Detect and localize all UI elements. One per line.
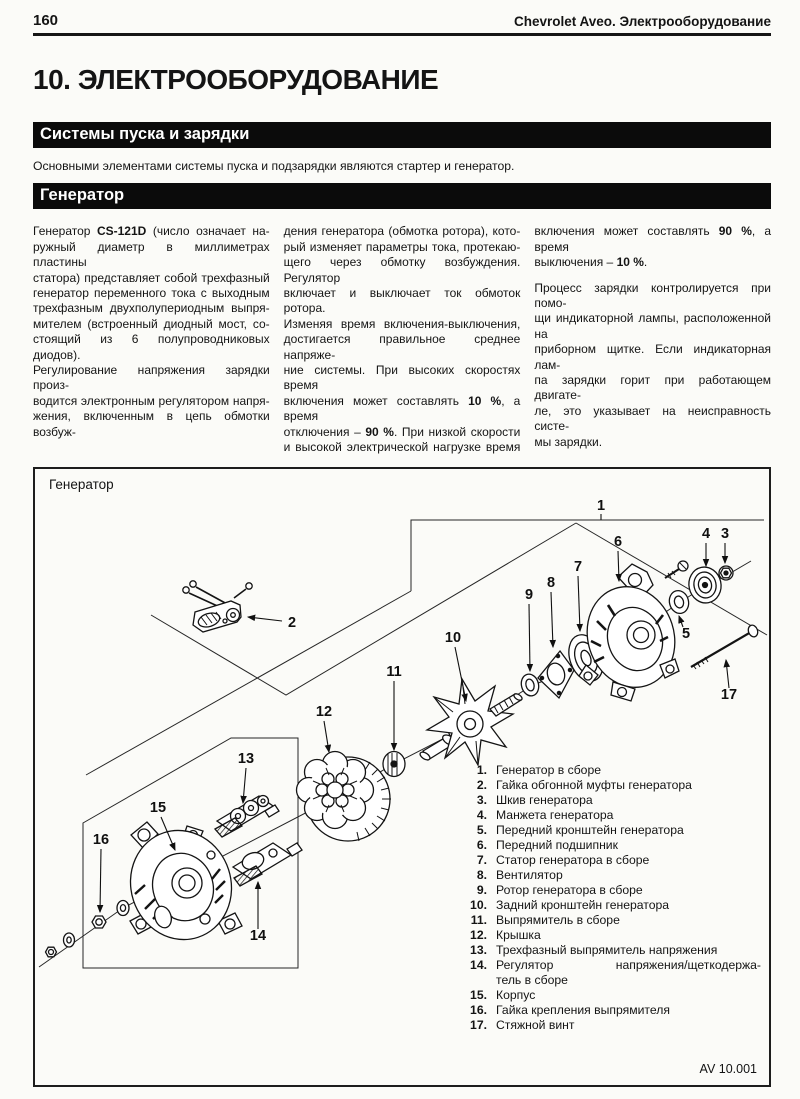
text-line: па зарядки горит при работающем двигате- (534, 372, 772, 403)
part-label: Выпрямитель в сборе (496, 913, 620, 928)
part-number: 5. (476, 823, 487, 838)
callout-arrow (529, 604, 530, 671)
text-column-3 (534, 224, 771, 455)
part-label: Гайка обгонной муфты генератора (496, 778, 692, 793)
part-label: Генератор в сборе (496, 763, 602, 778)
part-number: 15. (470, 988, 487, 1003)
callout-arrow (578, 576, 580, 631)
callout-number: 13 (237, 751, 255, 768)
stator-ring-part (297, 752, 392, 842)
text-line: включения может составлять 90 %, а время (534, 224, 772, 254)
part-item (469, 838, 761, 853)
page-header (33, 0, 771, 36)
callout-number: 11 (386, 664, 402, 681)
part-label: Задний кронштейн генератора (496, 898, 670, 913)
text-line: щего через обмотку возбуждения. Регулятор (283, 255, 521, 285)
part-item (469, 853, 761, 868)
callout-arrow (100, 849, 101, 912)
callout-number: 6 (613, 534, 623, 551)
text-line: статора) представляет собой трехфазный (33, 270, 270, 285)
text-line: достигается правильное среднее напряже- (283, 332, 521, 362)
part-number: 8. (476, 868, 487, 883)
text-line: мителем (встроенный диодный мост, со- (33, 316, 270, 331)
figure-label: Генератор (49, 477, 114, 493)
part-label: Шкив генератора (496, 793, 593, 808)
part-item (469, 1003, 761, 1018)
bolt-part (691, 624, 759, 669)
callout-number: 5 (681, 626, 691, 643)
part-number: 4. (476, 808, 487, 823)
callout-number: 10 (444, 630, 462, 647)
callout-number: 17 (720, 687, 738, 704)
text-line: щи индикаторной лампы, расположенной на (534, 311, 772, 341)
part-number: 6. (476, 838, 487, 853)
pulley-nut-part (383, 752, 405, 777)
text-line: Регулирование напряжения зарядки произ- (33, 362, 270, 393)
text-line: отключения – 90 %. При низкой скорости (283, 424, 521, 439)
generator-figure (33, 467, 771, 1087)
part-item (469, 793, 761, 808)
part-item (469, 988, 761, 1003)
callout-number: 12 (315, 704, 333, 721)
rectifier-part (215, 796, 279, 838)
text-line: рый изменяет параметры тока, протекаю- (283, 239, 521, 254)
part-label: Гайка крепления выпрямителя (496, 1003, 670, 1018)
text-line: Изменяя время включения-выключения, (283, 316, 521, 331)
header-title: Chevrolet Aveo. Электрооборудование (513, 14, 771, 29)
text-line: стоящий из 6 полупроводниковых диодов). (33, 332, 270, 362)
part-number: 9. (476, 883, 487, 898)
callout-number: 14 (249, 928, 267, 945)
callout-number: 16 (92, 832, 110, 849)
part-item (469, 868, 761, 883)
rear-housing-part (116, 818, 245, 954)
text-line: и высокой электрической нагрузке время (283, 439, 521, 454)
page-number: 160 (33, 12, 59, 29)
text-column-2 (284, 224, 521, 455)
part-label: Вентилятор (496, 868, 563, 883)
text-line: приборном щитке. Если индикаторная лам- (534, 342, 772, 372)
part-number: 12. (470, 928, 487, 943)
callout-number: 3 (720, 526, 730, 543)
part-label: Статор генератора в сборе (496, 853, 650, 868)
text-line: дения генератора (обмотка ротора), кото- (283, 224, 521, 239)
figure-code: AV 10.001 (699, 1062, 757, 1077)
callout-number: 7 (573, 559, 583, 576)
part-item (469, 808, 761, 823)
washer-part (519, 673, 541, 699)
callout-number: 1 (596, 498, 606, 515)
part-label: Регулятор напряжения/щеткодержа- тель в сборе (496, 958, 761, 988)
text-line: генератор переменного тока с выходным (33, 285, 270, 300)
text-line: ружный диаметр в миллиметрах пластины (33, 239, 270, 270)
text-line: ние системы. При высоких скоростях время (283, 362, 521, 393)
callout-arrow (551, 592, 553, 647)
regulator-part (233, 843, 302, 886)
callout-arrow (243, 768, 246, 803)
part-item (469, 883, 761, 898)
text-line: ле, это указывает на неисправность систе- (534, 403, 772, 434)
part-number: 16. (470, 1003, 487, 1018)
part-item (469, 763, 761, 778)
chapter-title: 10. ЭЛЕКТРООБОРУДОВАНИЕ (33, 64, 439, 95)
manual-page (33, 0, 771, 1087)
text-line: включения может составлять 10 %, а время (283, 393, 521, 424)
text-line: выключения – 10 %. (534, 255, 648, 270)
text-column-1 (33, 224, 270, 455)
part-item (469, 958, 761, 988)
part-label: Передний кронштейн генератора (496, 823, 684, 838)
body-text-columns (33, 224, 771, 455)
figure-parts-list (469, 763, 761, 1033)
text-line: мы зарядки. (534, 434, 603, 449)
text-line: жения, включенным в цепь обмотки возбуж- (33, 409, 270, 439)
callout-number: 4 (701, 526, 711, 543)
part-label: Ротор генератора в сборе (496, 883, 643, 898)
part-item (469, 898, 761, 913)
callout-arrow (248, 617, 282, 621)
part-number: 7. (476, 853, 487, 868)
part-number: 10. (470, 898, 487, 913)
part-number: 1. (476, 763, 487, 778)
part-label: Передний подшипник (496, 838, 618, 853)
fastener-nuts (46, 901, 130, 957)
nut-part (719, 566, 733, 580)
section-bar-generator: Генератор (33, 183, 771, 209)
pulley-part (686, 564, 725, 606)
part-item (469, 913, 761, 928)
part-label: Манжета генератора (496, 808, 614, 823)
part-label: Стяжной винт (496, 1018, 575, 1033)
rotor-part (419, 679, 523, 765)
section-bar-start-charge: Системы пуска и зарядки (33, 122, 771, 148)
bracket-part (183, 581, 252, 632)
part-number: 13. (470, 943, 487, 958)
callout-number: 8 (546, 575, 556, 592)
text-line: Генератор CS-121D (число означает на- (33, 224, 270, 239)
part-item (469, 928, 761, 943)
callout-number: 2 (287, 615, 297, 632)
part-number: 11. (470, 913, 487, 928)
callout-arrow (324, 721, 329, 752)
text-line: водится электронным регулятором напря- (33, 393, 270, 408)
part-item (469, 1018, 761, 1033)
part-label: Корпус (496, 988, 536, 1003)
part-label: Крышка (496, 928, 541, 943)
callout-number: 15 (149, 800, 167, 817)
part-number: 14. (470, 958, 487, 973)
screw-part (665, 561, 688, 578)
intro-paragraph: Основными элементами системы пуска и подзарядки являются стартер и генератор. (33, 159, 515, 174)
text-line: включает и выключает ток обмоток ротора. (283, 285, 521, 316)
part-number: 17. (470, 1018, 487, 1033)
part-item (469, 778, 761, 793)
text-line: Процесс зарядки контролируется при помо- (534, 280, 772, 310)
seal-ring-part (667, 589, 691, 616)
part-number: 2. (476, 778, 487, 793)
callout-number: 9 (524, 587, 534, 604)
part-number: 3. (476, 793, 487, 808)
part-item (469, 823, 761, 838)
plate-part (538, 651, 574, 698)
text-line: трехфазным двухполупериодным выпря- (33, 301, 270, 316)
callout-arrow (726, 660, 729, 688)
front-housing-part (574, 564, 687, 701)
part-item (469, 943, 761, 958)
part-label: Трехфазный выпрямитель напряжения (496, 943, 718, 958)
